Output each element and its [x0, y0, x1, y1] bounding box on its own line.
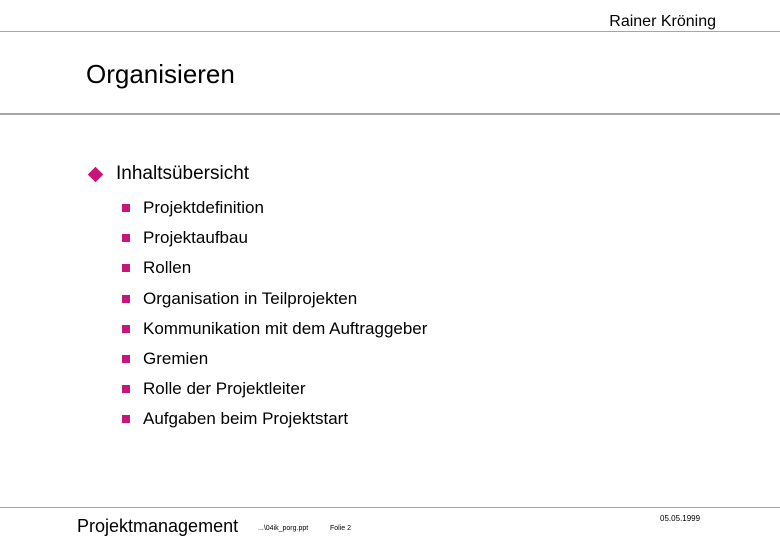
square-bullet-icon	[122, 234, 130, 242]
square-bullet-icon	[122, 264, 130, 272]
square-bullet-icon	[122, 204, 130, 212]
list-item-label: Projektdefinition	[143, 198, 264, 218]
footer-file-path: ...\04ik_porg.ppt	[258, 525, 309, 532]
list-item-label: Rollen	[143, 258, 192, 278]
content-list	[122, 193, 427, 435]
list-item	[122, 193, 427, 223]
title-divider	[0, 113, 780, 115]
header-divider	[0, 31, 780, 32]
list-item	[122, 314, 427, 344]
slide-title: Organisieren	[86, 59, 235, 89]
footer-slide-number: Folie 2	[330, 525, 352, 532]
square-bullet-icon	[122, 325, 130, 333]
list-item	[122, 223, 427, 253]
list-item	[122, 253, 427, 283]
list-item-label: Gremien	[143, 349, 209, 369]
square-bullet-icon	[122, 355, 130, 363]
list-item-label: Aufgaben beim Projektstart	[143, 409, 349, 429]
list-item	[122, 284, 427, 314]
author-name: Rainer Kröning	[609, 13, 716, 30]
footer-divider	[0, 507, 780, 508]
section-label: Inhaltsübersicht	[116, 163, 250, 184]
square-bullet-icon	[122, 295, 130, 303]
square-bullet-icon	[122, 415, 130, 423]
footer-title: Projektmanagement	[77, 516, 239, 536]
section-heading	[86, 161, 249, 187]
list-item-label: Projektaufbau	[143, 228, 248, 248]
footer-date: 05.05.1999	[660, 514, 701, 523]
diamond-bullet-icon	[88, 166, 104, 182]
list-item	[122, 404, 427, 434]
list-item-label: Kommunikation mit dem Auftraggeber	[143, 318, 428, 338]
list-item	[122, 374, 427, 404]
list-item-label: Rolle der Projektleiter	[143, 379, 306, 399]
list-item	[122, 344, 427, 374]
square-bullet-icon	[122, 385, 130, 393]
list-item-label: Organisation in Teilprojekten	[143, 288, 358, 308]
